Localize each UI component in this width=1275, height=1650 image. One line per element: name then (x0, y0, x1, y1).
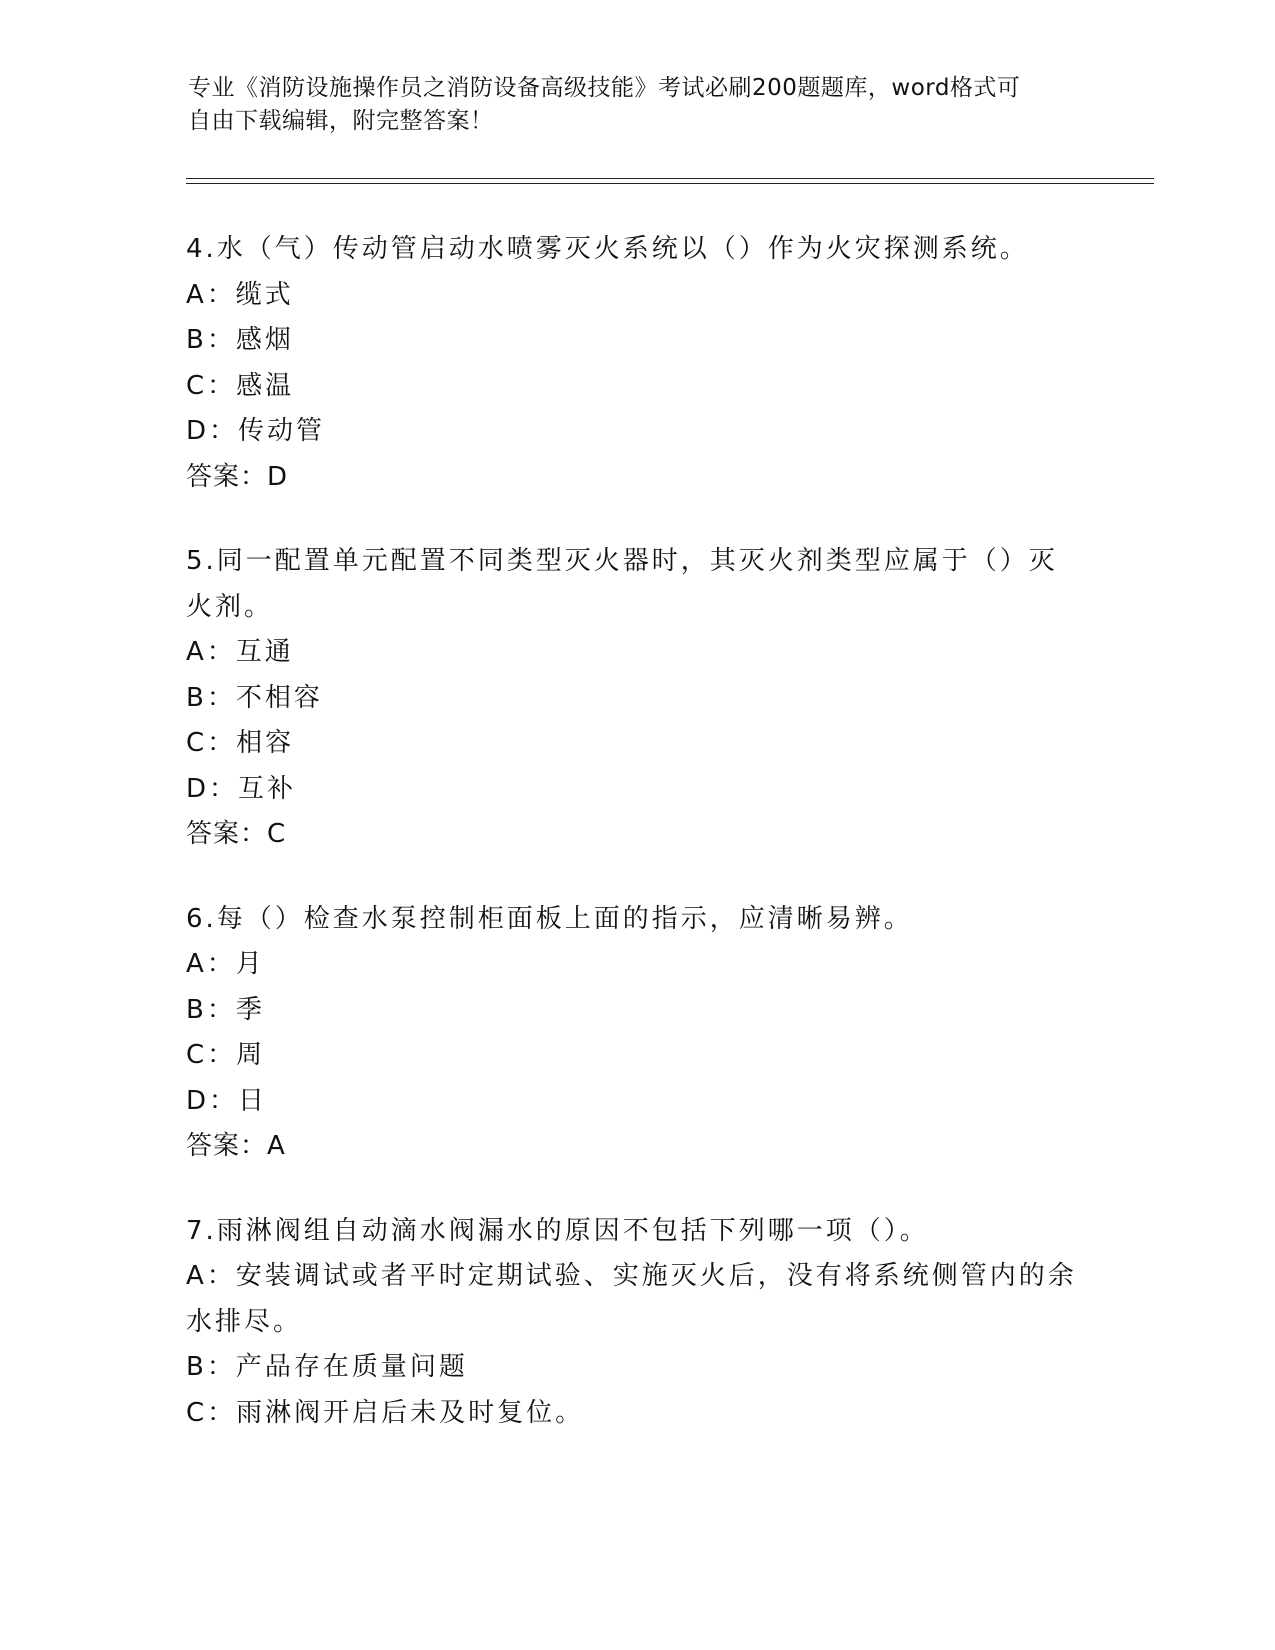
option-b: B：不相容 (186, 682, 323, 713)
header-divider-bottom (186, 183, 1154, 184)
option-a: A：安装调试或者平时定期试验、实施灭火后，没有将系统侧管内的余 (186, 1261, 1077, 1291)
question-stem: 6.每（）检查水泵控制柜面板上面的指示，应清晰易辨。 (186, 903, 913, 934)
option-a: A：互通 (186, 637, 294, 667)
option-a-continued: 水排尽。 (186, 1306, 303, 1337)
option-c: C：周 (186, 1040, 266, 1070)
question-item (186, 227, 1086, 500)
option-a: A：月 (186, 949, 265, 979)
question-stem: 7.雨淋阀组自动滴水阀漏水的原因不包括下列哪一项（）。 (186, 1215, 929, 1246)
option-b: B：季 (186, 994, 265, 1025)
answer-line: 答案：C (186, 819, 287, 849)
option-d: D：互补 (186, 773, 297, 804)
question-list (186, 227, 1086, 1475)
question-stem: 5.同一配置单元配置不同类型灭火器时，其灭火剂类型应属于（）灭 (186, 546, 1058, 576)
header-line-2: 自由下载编辑，附完整答案！ (188, 108, 494, 134)
option-c: C：相容 (186, 728, 295, 758)
answer-line: 答案：D (186, 461, 289, 492)
question-item (186, 539, 1086, 858)
header-divider-top (186, 178, 1154, 179)
header-line-1: 专业《消防设施操作员之消防设备高级技能》考试必刷200题题库，word格式可 (188, 75, 1021, 101)
question-stem-continued: 火剂。 (186, 591, 274, 622)
question-item (186, 897, 1086, 1170)
option-d: D：传动管 (186, 416, 326, 446)
question-item (186, 1209, 1086, 1437)
option-c: C：感温 (186, 370, 295, 401)
answer-line: 答案：A (186, 1131, 286, 1161)
document-header (188, 72, 1068, 138)
option-a: A：缆式 (186, 279, 294, 310)
option-b: B：产品存在质量问题 (186, 1352, 468, 1382)
option-d: D：日 (186, 1085, 268, 1116)
option-b: B：感烟 (186, 325, 294, 355)
question-stem: 4.水（气）传动管启动水喷雾灭火系统以（）作为火灾探测系统。 (186, 234, 1029, 264)
option-c: C：雨淋阀开启后未及时复位。 (186, 1397, 585, 1428)
